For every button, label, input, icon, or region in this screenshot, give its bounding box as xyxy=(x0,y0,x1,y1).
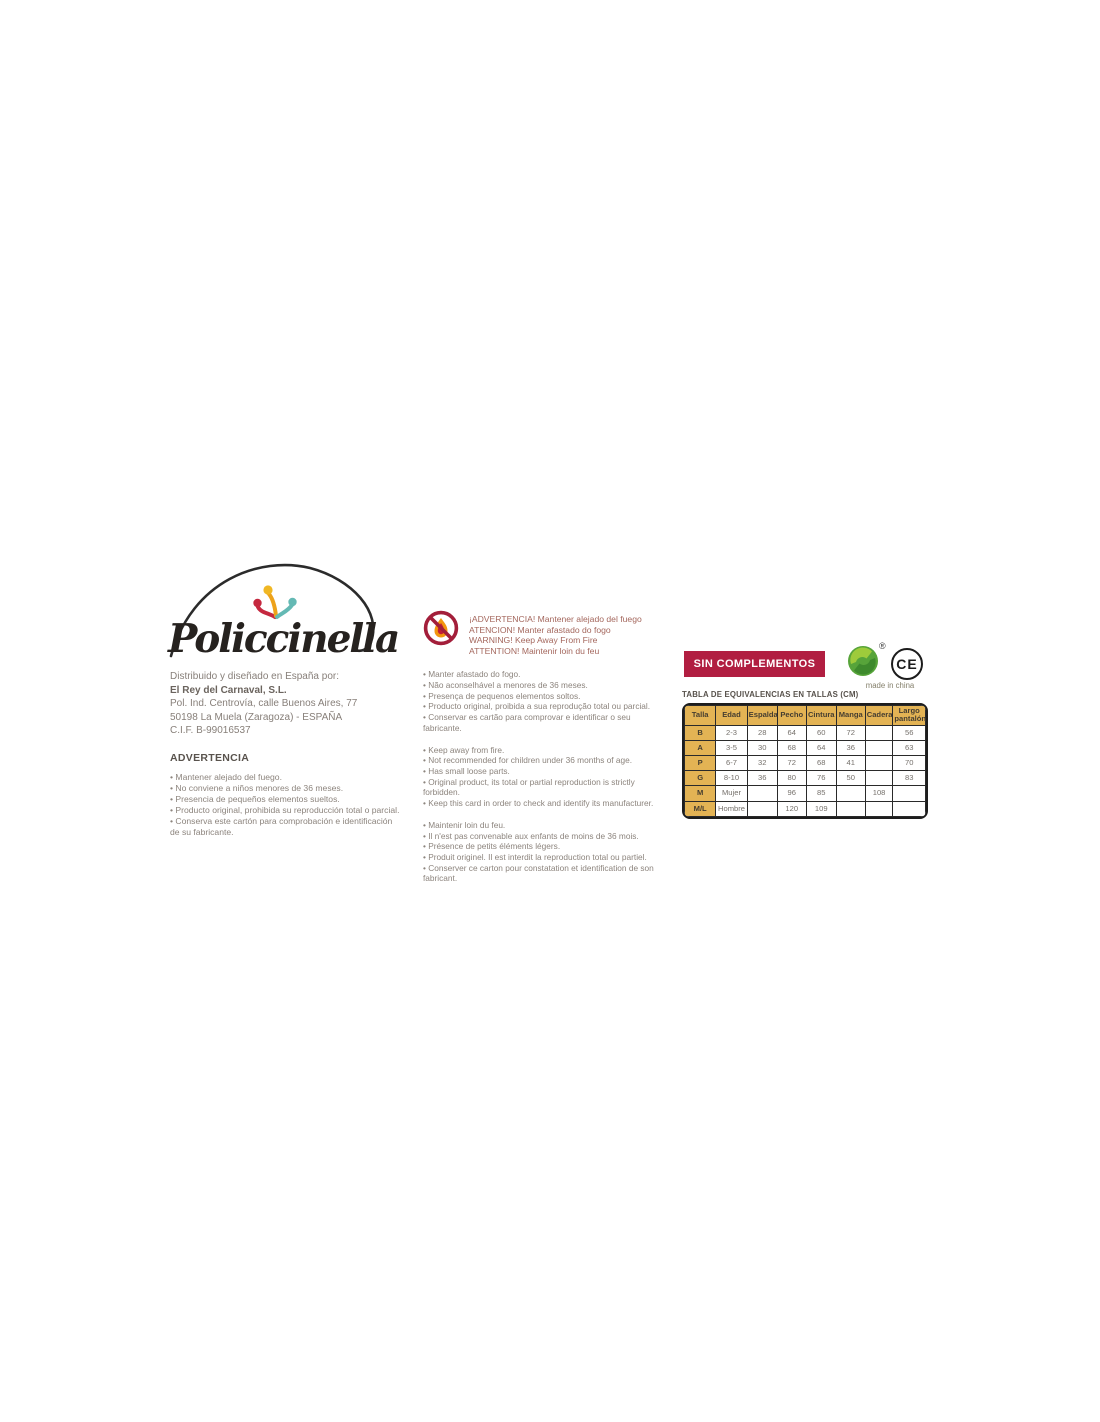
warnings-french xyxy=(423,820,663,884)
bullet-item: • Não aconselhável a menores de 36 meses. xyxy=(423,680,663,691)
fire-warning-lines xyxy=(469,610,642,656)
bullet-item: • Produit originel. Il est interdit la reproduction total ou partiel. xyxy=(423,852,663,863)
size-table-row xyxy=(685,801,926,816)
size-table-cell xyxy=(865,771,893,786)
size-table-wrapper xyxy=(682,703,928,819)
size-table-cell xyxy=(865,801,893,816)
warning-line-pt: ATENCION! Manter afastado do fogo xyxy=(469,624,611,635)
size-table-header-cell: Largo pantalón xyxy=(894,706,927,724)
warning-line-es: ¡ADVERTENCIA! Mantener alejado del fuego xyxy=(469,614,642,624)
size-table-cell xyxy=(893,786,926,801)
bullet-item: • Keep this card in order to check and identify its manufacturer. xyxy=(423,798,663,809)
size-table-cell: 50 xyxy=(836,771,865,786)
bullet-item: • Mantener alejado del fuego. xyxy=(170,772,400,783)
distributor-intro: Distribuido y diseñado en España por: xyxy=(170,671,339,682)
distributor-cif: C.I.F. B-99016537 xyxy=(170,725,251,737)
registered-trademark-icon: ® xyxy=(879,641,886,651)
size-table-cell: 64 xyxy=(806,740,836,755)
bullet-item: • Présence de petits éléments légers. xyxy=(423,841,663,852)
left-column xyxy=(168,558,400,837)
size-table-header-row xyxy=(685,706,926,726)
warnings-portuguese xyxy=(423,669,663,733)
size-table-cell: 41 xyxy=(836,756,865,771)
advertencia-list xyxy=(170,772,400,838)
size-table-cell: 83 xyxy=(893,771,926,786)
size-table-cell: 76 xyxy=(806,771,836,786)
size-table-header-cell: Pecho xyxy=(777,706,806,726)
bullet-item: • Conservar es cartão para comprovar e identificar o seu fabricante. xyxy=(423,712,663,733)
size-table-cell: 109 xyxy=(806,801,836,816)
size-table-cell xyxy=(865,740,893,755)
size-table-cell: 68 xyxy=(777,740,806,755)
size-table-cell: 68 xyxy=(806,756,836,771)
brand-logo xyxy=(168,558,400,664)
made-in-china-label: made in china xyxy=(865,681,915,690)
size-table-cell xyxy=(836,786,865,801)
size-table-cell: 85 xyxy=(806,786,836,801)
bullet-item: • Producto original, prohibida su reproducción total o parcial. xyxy=(170,805,400,816)
size-table-talla-cell: P xyxy=(685,756,716,771)
fire-warning-header xyxy=(423,610,663,656)
size-table-talla-cell: A xyxy=(685,740,716,755)
bullet-item: • Presencia de pequeños elementos sueltos. xyxy=(170,794,400,805)
size-table-row xyxy=(685,756,926,771)
bullet-item: • Il n'est pas convenable aux enfants de moins de 36 mois. xyxy=(423,831,663,842)
size-table-cell: 8-10 xyxy=(716,771,747,786)
size-table-cell: 36 xyxy=(747,771,777,786)
size-table-cell: 70 xyxy=(893,756,926,771)
green-dot-recycle-icon xyxy=(847,645,879,677)
warnings-english xyxy=(423,745,663,809)
size-table-cell: 6-7 xyxy=(716,756,747,771)
size-table-header-cell: Cintura xyxy=(806,706,836,726)
brand-name: Policcinella xyxy=(168,616,399,662)
size-table-title: TABLA DE EQUIVALENCIAS EN TALLAS (CM) xyxy=(682,690,859,699)
bullet-item: • Conserver ce carton pour constatation et identification de son fabricant. xyxy=(423,863,663,884)
size-table-cell xyxy=(747,786,777,801)
size-table-cell: 72 xyxy=(777,756,806,771)
bullet-item: • Conserva este cartón para comprobación e identificación de su fabricante. xyxy=(170,816,400,838)
size-table-cell: 64 xyxy=(777,725,806,740)
ce-letters: CE xyxy=(896,656,918,672)
bullet-item: • Maintenir loin du feu. xyxy=(423,820,663,831)
no-fire-icon xyxy=(423,610,459,646)
bullet-item: • Original product, its total or partial reproduction is strictly forbidden. xyxy=(423,777,663,798)
size-table-header-cell: Manga xyxy=(836,706,865,726)
size-table-cell: 36 xyxy=(836,740,865,755)
size-table-cell: 32 xyxy=(747,756,777,771)
size-table-cell: 63 xyxy=(893,740,926,755)
size-table-talla-cell: G xyxy=(685,771,716,786)
size-table-row xyxy=(685,740,926,755)
bullet-item: • Not recommended for children under 36 months of age. xyxy=(423,755,663,766)
bullet-item: • Manter afastado do fogo. xyxy=(423,669,663,680)
size-table-row xyxy=(685,771,926,786)
size-table-cell: Hombre xyxy=(716,801,747,816)
sin-complementos-label: SIN COMPLEMENTOS xyxy=(693,658,816,670)
size-table-cell xyxy=(747,801,777,816)
advertencia-section xyxy=(170,752,400,838)
size-table-talla-cell: M xyxy=(685,786,716,801)
size-table-row xyxy=(685,725,926,740)
size-table-cell: 56 xyxy=(893,725,926,740)
size-table-row xyxy=(685,786,926,801)
size-table-cell: 2-3 xyxy=(716,725,747,740)
size-table-cell: Mujer xyxy=(716,786,747,801)
distributor-address1: Pol. Ind. Centrovía, calle Buenos Aires, 77 xyxy=(170,698,358,710)
sin-complementos-banner xyxy=(684,651,825,677)
size-table-cell: 60 xyxy=(806,725,836,740)
size-table-cell: 96 xyxy=(777,786,806,801)
warning-line-en: WARNING! Keep Away From Fire xyxy=(469,635,598,646)
size-table-header-cell: Cadera xyxy=(865,706,893,726)
size-table-cell: 28 xyxy=(747,725,777,740)
middle-column xyxy=(423,610,663,884)
size-table-cell: 120 xyxy=(777,801,806,816)
distributor-company: El Rey del Carnaval, S.L. xyxy=(170,684,287,696)
size-table-cell: 30 xyxy=(747,740,777,755)
distributor-address2: 50198 La Muela (Zaragoza) - ESPAÑA xyxy=(170,711,343,723)
bullet-item: • Has small loose parts. xyxy=(423,766,663,777)
advertencia-title: ADVERTENCIA xyxy=(170,752,250,764)
bullet-item: • Producto original, proibida a sua reprodução total ou parcial. xyxy=(423,701,663,712)
size-table-header-cell: Edad xyxy=(716,706,747,726)
size-table-cell xyxy=(865,756,893,771)
size-table-cell: 72 xyxy=(836,725,865,740)
size-table-cell: 108 xyxy=(865,786,893,801)
size-table-cell xyxy=(865,725,893,740)
size-table-header-cell: Talla xyxy=(685,706,716,726)
size-table-header-cell: Espalda xyxy=(747,706,777,726)
size-table-cell xyxy=(893,801,926,816)
size-table xyxy=(684,705,926,817)
bullet-item: • No conviene a niños menores de 36 meses. xyxy=(170,783,400,794)
distributor-block xyxy=(170,670,400,738)
warning-line-fr: ATTENTION! Maintenir loin du feu xyxy=(469,645,600,656)
ce-mark-icon xyxy=(891,648,923,680)
size-table-talla-cell: B xyxy=(685,725,716,740)
bullet-item: • Presença de pequenos elementos soltos. xyxy=(423,691,663,702)
size-table-cell: 80 xyxy=(777,771,806,786)
size-table-cell xyxy=(836,801,865,816)
bullet-item: • Keep away from fire. xyxy=(423,745,663,756)
size-table-talla-cell: M/L xyxy=(685,801,716,816)
size-table-cell: 3-5 xyxy=(716,740,747,755)
